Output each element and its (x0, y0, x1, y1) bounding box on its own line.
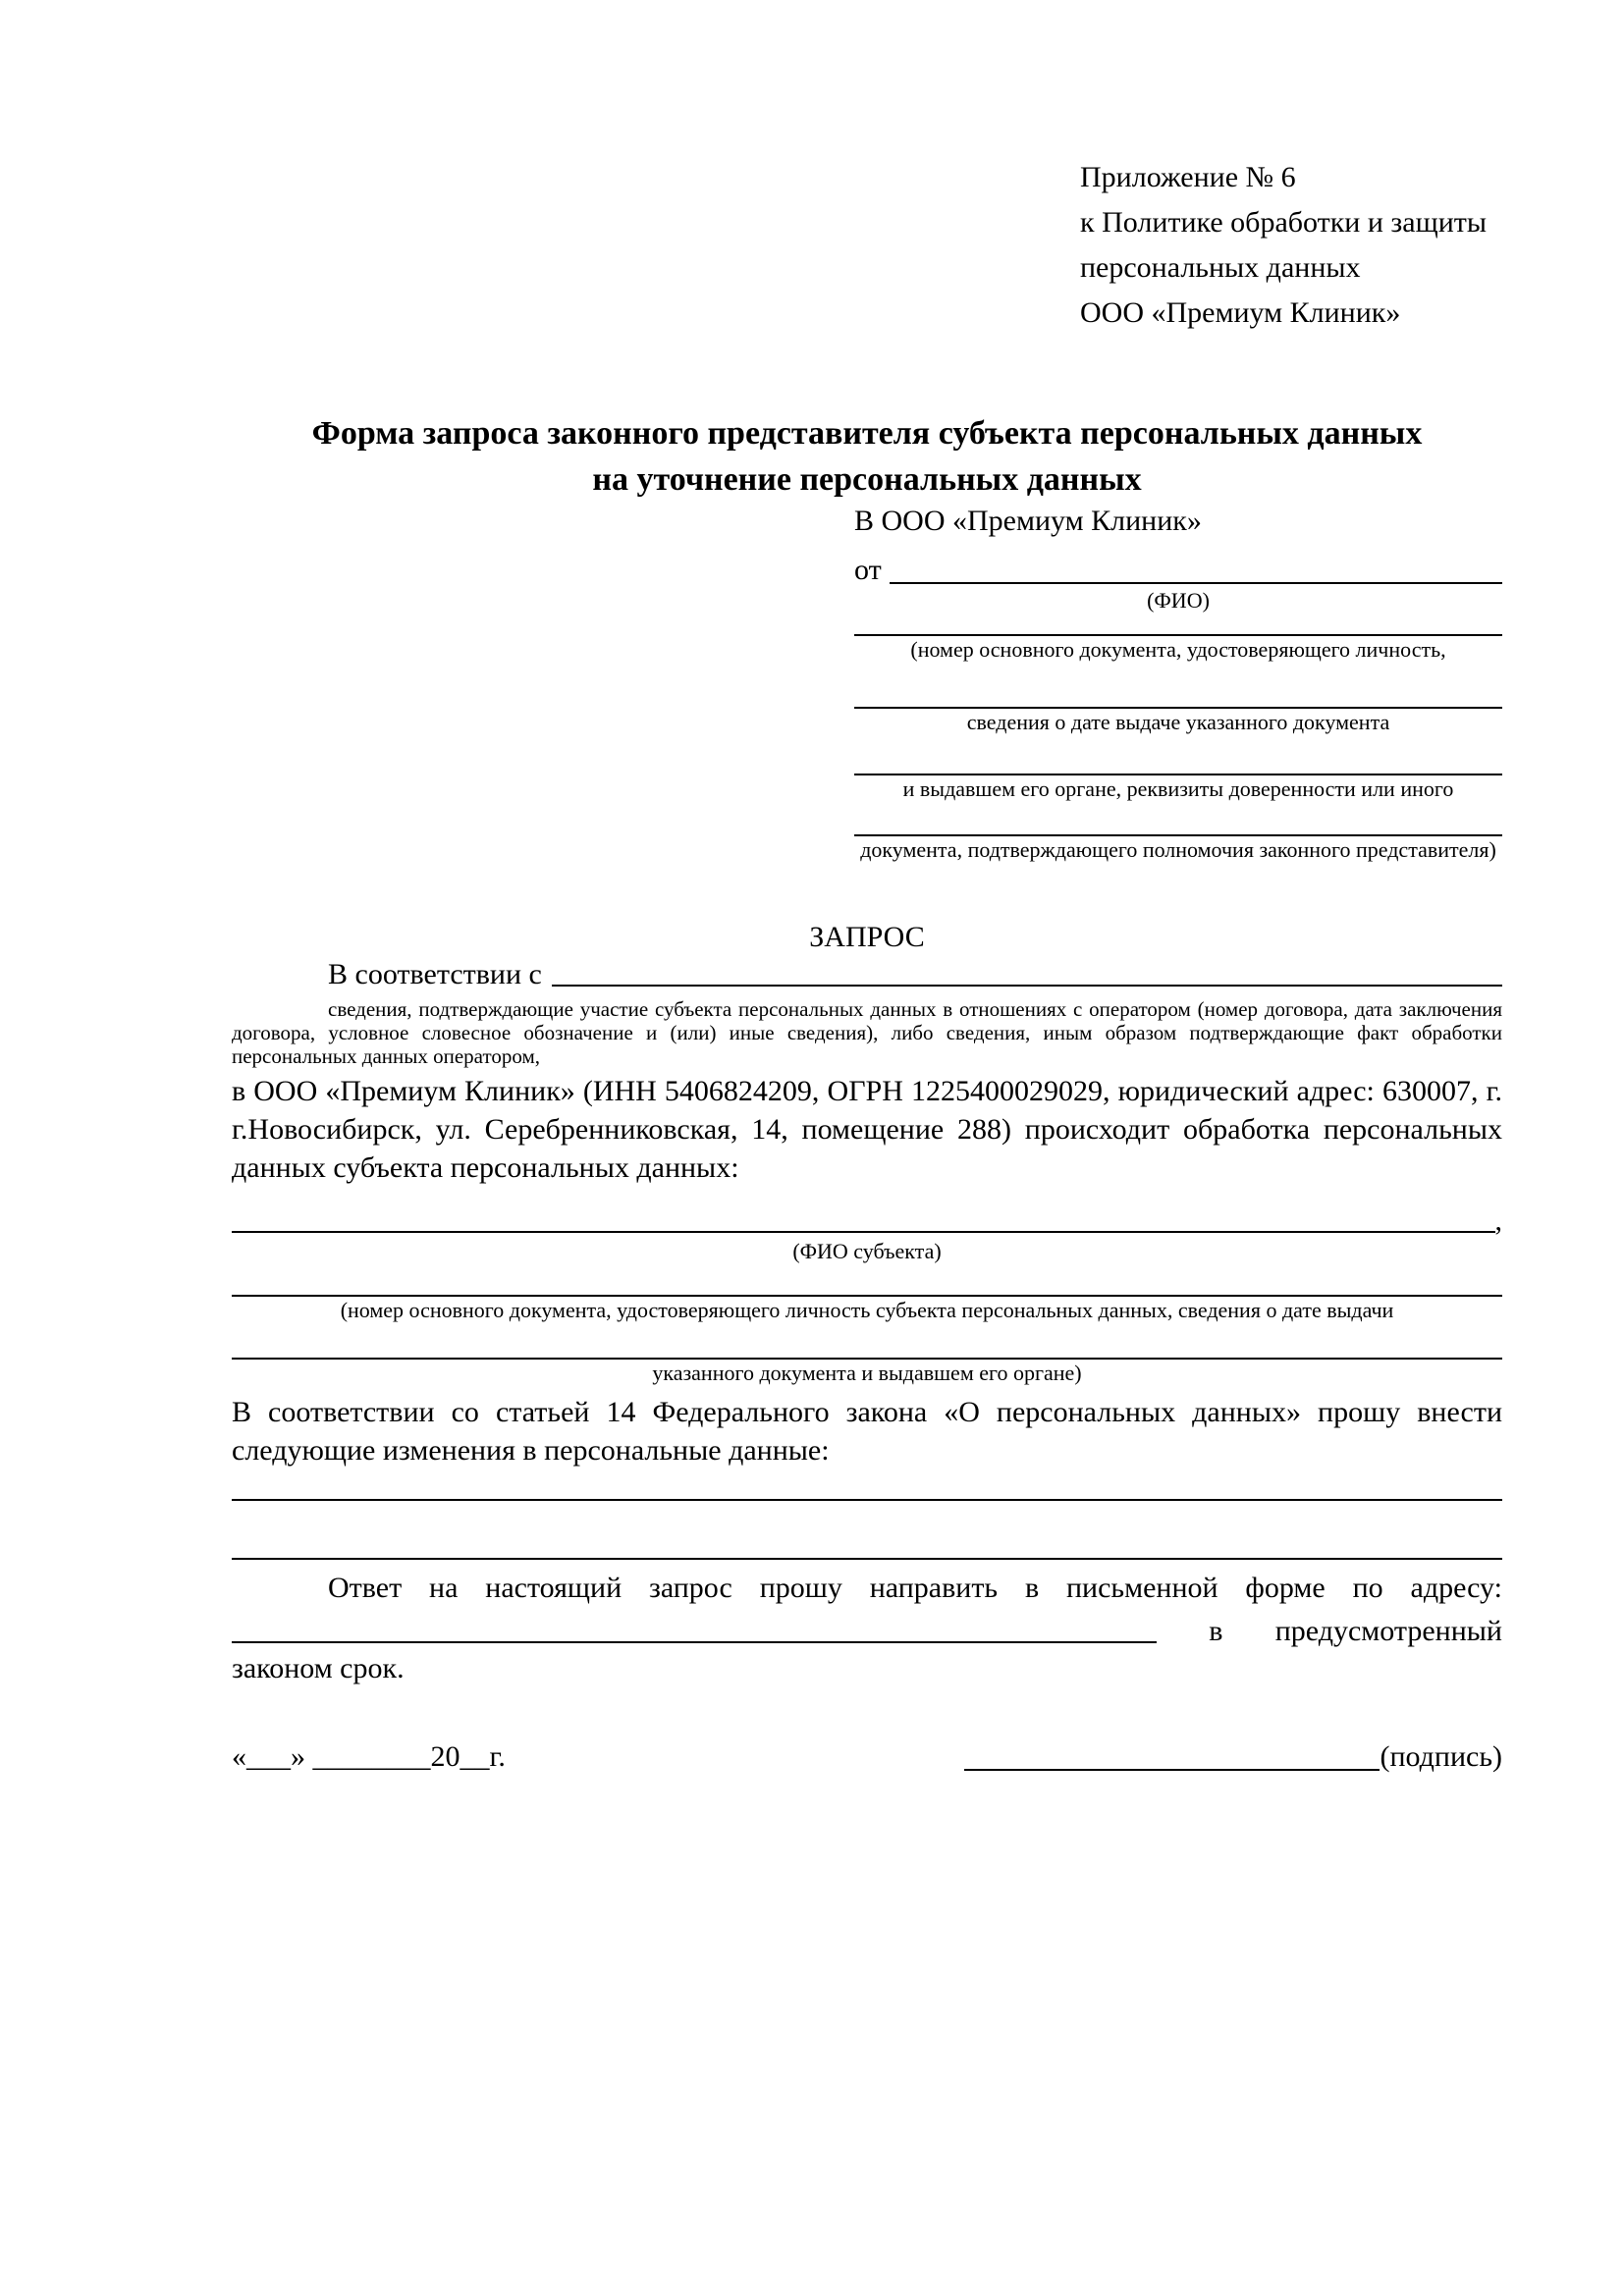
fio-caption: (ФИО) (1147, 588, 1210, 613)
addressee-block (854, 503, 1502, 862)
subject-fio-row (232, 1202, 1502, 1238)
write-in-line (232, 1558, 1502, 1560)
write-in-caption: (номер основного документа, удостоверяющего личность, (910, 637, 1446, 662)
reply-word-v: в (1209, 1615, 1223, 1647)
write-in-line (232, 1231, 1495, 1233)
blank-row (232, 1358, 1502, 1385)
blank-row (854, 774, 1502, 801)
write-in-line (854, 634, 1502, 636)
document-title-line: Форма запроса законного представителя субъекта персональных данных (311, 415, 1423, 452)
document-title-line: на уточнение персональных данных (592, 461, 1142, 498)
write-in-caption: указанного документа и выдавшем его органе) (652, 1361, 1082, 1385)
write-in-line (232, 1295, 1502, 1297)
appendix-block (1080, 155, 1502, 336)
write-in-line (552, 985, 1502, 987)
blank-row (232, 1295, 1502, 1322)
document-title (232, 410, 1502, 503)
date-write-in: «___» ________20__г. (232, 1740, 506, 1773)
footnote-text: сведения, подтверждающие участие субъекта персональных данных в отношениях с оператором (номер договора, дата заключения договора, условное словесное обозначение и (или) иные сведения), либо сведения, иным образом подтверждающие факт обработки персональных данных оператором, (232, 997, 1502, 1068)
write-in-caption: документа, подтверждающего полномочия законного представителя) (860, 837, 1496, 862)
law-paragraph: В соответствии со статьей 14 Федерального закона «О персональных данных» прошу внести следующие изменения в персональные данные: (232, 1396, 1502, 1467)
appendix-line: Приложение № 6 (1080, 161, 1296, 193)
write-in-line (232, 1499, 1502, 1501)
write-in-line (854, 774, 1502, 775)
from-label: от (854, 554, 882, 586)
footer-row (232, 1738, 1502, 1776)
reply-address-row (232, 1607, 1502, 1648)
appendix-line: персональных данных (1080, 251, 1361, 284)
blank-row (854, 634, 1502, 662)
reply-word-predusmotrennyj: предусмотренный (1274, 1615, 1502, 1647)
subject-fio-caption: (ФИО субъекта) (792, 1239, 942, 1263)
from-row (854, 550, 1502, 589)
from-write-in-line (890, 582, 1502, 584)
write-in-caption: и выдавшем его органе, реквизиты доверенности или иного (902, 776, 1454, 801)
intro-label: В соответствии с (328, 958, 542, 990)
operator-paragraph: в ООО «Премиум Клиник» (ИНН 5406824209, ОГРН 1225400029029, юридический адрес: 630007, г. г.Новосибирск, ул. Серебренниковская, 14, помещение 288) происходит обработка персональных данных субъекта персональных данных: (232, 1075, 1502, 1184)
blank-row (854, 707, 1502, 734)
signature-block (964, 1738, 1502, 1776)
signature-caption: (подпись) (1380, 1740, 1502, 1773)
intro-row (232, 958, 1502, 991)
write-in-line (854, 707, 1502, 709)
write-in-line (232, 1358, 1502, 1360)
appendix-line: ООО «Премиум Клиник» (1080, 296, 1401, 329)
request-heading: ЗАПРОС (809, 921, 925, 953)
appendix-line: к Политике обработки и защиты (1080, 206, 1488, 239)
signature-line (964, 1769, 1380, 1771)
write-in-line (854, 834, 1502, 836)
write-in-caption: сведения о дате выдаче указанного документа (966, 710, 1390, 734)
blank-row (854, 834, 1502, 862)
trailing-comma: , (1494, 1204, 1502, 1237)
reply-paragraph-last-line: законом срок. (232, 1652, 405, 1684)
write-in-line (232, 1641, 1157, 1643)
addressee-organization: В ООО «Премиум Клиник» (854, 505, 1202, 537)
write-in-caption: (номер основного документа, удостоверяющего личность субъекта персональных данных, сведения о дате выдачи (340, 1298, 1394, 1322)
reply-paragraph-first-line: Ответ на настоящий запрос прошу направить в письменной форме по адресу: (328, 1572, 1502, 1604)
